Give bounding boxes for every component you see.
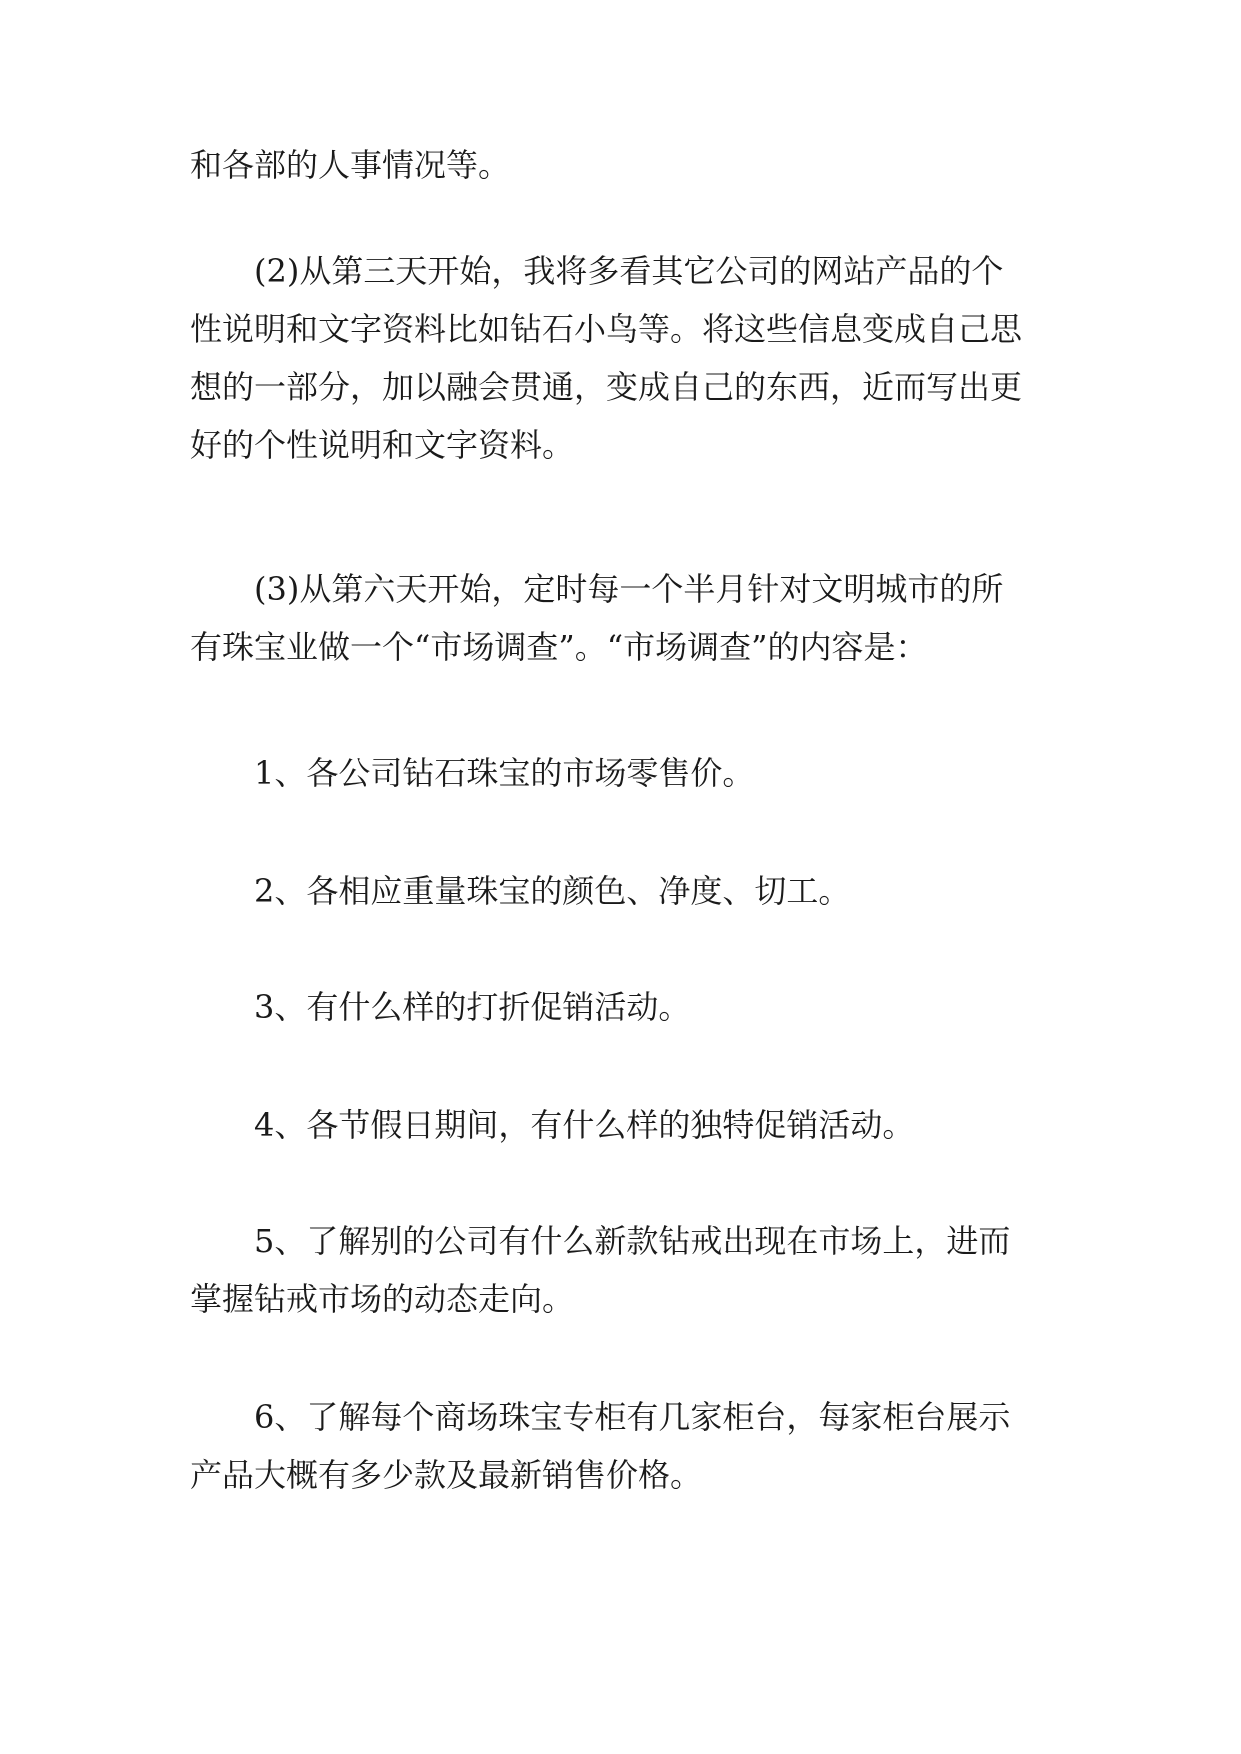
text-line: 6、了解每个商场珠宝专柜有几家柜台，每家柜台展示 [254,1398,1011,1436]
list-item-4 [190,1096,1060,1154]
paragraph-item-3 [190,560,1060,676]
text-line: 产品大概有多少款及最新销售价格。 [190,1456,703,1494]
paragraph-continuation [190,136,1060,194]
text-line: 性说明和文字资料比如钻石小鸟等。将这些信息变成自己思 [190,310,1023,348]
text-line: 3、有什么样的打折促销活动。 [254,988,691,1026]
list-item-2 [190,862,1060,920]
text-line: 有珠宝业做一个“市场调查”。“市场调查”的内容是： [190,628,928,666]
list-item-5 [190,1212,1060,1328]
list-item-3 [190,978,1060,1036]
list-item-6 [190,1388,1060,1504]
text-line: 掌握钻戒市场的动态走向。 [190,1280,575,1318]
text-line: 5、了解别的公司有什么新款钻戒出现在市场上，进而 [254,1222,1011,1260]
text-line: 和各部的人事情况等。 [190,146,511,184]
text-line: 想的一部分，加以融会贯通，变成自己的东西，近而写出更 [190,368,1023,406]
paragraph-item-2 [190,242,1060,474]
text-line: 好的个性说明和文字资料。 [190,426,575,464]
text-line: 2、各相应重量珠宝的颜色、净度、切工。 [254,872,851,910]
text-line: 1、各公司钻石珠宝的市场零售价。 [254,754,755,792]
text-line: 4、各节假日期间，有什么样的独特促销活动。 [254,1106,915,1144]
list-item-1 [190,744,1060,802]
text-line: (3)从第六天开始，定时每一个半月针对文明城市的所 [254,570,1004,608]
text-line: (2)从第三天开始，我将多看其它公司的网站产品的个 [254,252,1004,290]
